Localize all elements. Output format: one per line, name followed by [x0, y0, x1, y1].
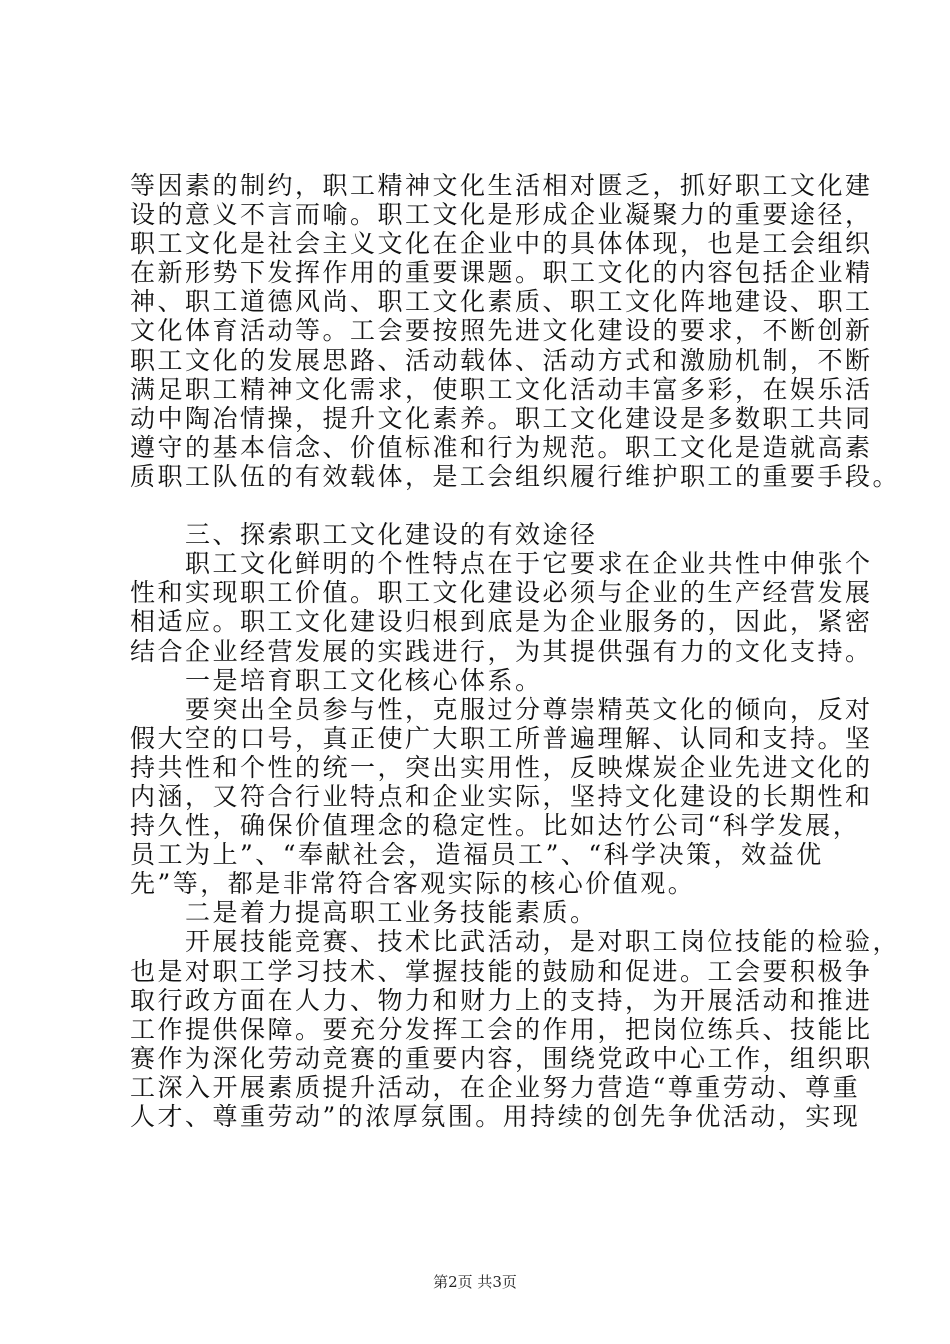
- page-footer: 第2页 共3页: [433, 1273, 517, 1291]
- text-line: 等因素的制约，职工精神文化生活相对匮乏，抓好职工文化建: [130, 171, 873, 200]
- text-line: 一是培育职工文化核心体系。: [130, 665, 543, 695]
- text-line: 设的意义不言而喻。职工文化是形成企业凝聚力的重要途径，: [130, 200, 873, 230]
- paragraph-spacer: [130, 491, 838, 520]
- text-line: 动中陶冶情操，提升文化素养。职工文化建设是多数职工共同: [130, 403, 873, 433]
- paragraph-continued: [130, 171, 901, 491]
- paragraph: [130, 927, 901, 1131]
- text-line: 持共性和个性的统一，突出实用性，反映煤炭企业先进文化的: [130, 752, 873, 782]
- text-line: 质职工队伍的有效载体，是工会组织履行维护职工的重要手段。: [130, 461, 901, 491]
- text-line: 三、探索职工文化建设的有效途径: [130, 520, 598, 550]
- text-line: 先”等，都是非常符合客观实际的核心价值观。: [130, 869, 696, 899]
- text-line: 在新形势下发挥作用的重要课题。职工文化的内容包括企业精: [130, 258, 873, 288]
- text-line: 相适应。职工文化建设归根到底是为企业服务的，因此，紧密: [130, 607, 873, 637]
- text-line: 要突出全员参与性，克服过分尊崇精英文化的倾向，反对: [130, 694, 873, 724]
- paragraph: [130, 694, 873, 899]
- paragraph: [130, 549, 873, 666]
- text-line: 工作提供保障。要充分发挥工会的作用，把岗位练兵、技能比: [130, 1014, 873, 1044]
- text-line: 文化体育活动等。工会要按照先进文化建设的要求，不断创新: [130, 316, 873, 346]
- text-line: 员工为上”、“奉献社会，造福员工”、“科学决策，效益优: [130, 840, 824, 870]
- text-line: 满足职工精神文化需求，使职工文化活动丰富多彩，在娱乐活: [130, 374, 873, 404]
- text-line: 结合企业经营发展的实践进行，为其提供强有力的文化支持。: [130, 636, 873, 666]
- text-line: 二是着力提高职工业务技能素质。: [130, 898, 598, 928]
- text-line: 持久性，确保价值理念的稳定性。比如达竹公司“科学发展，: [130, 811, 861, 841]
- text-line: 人才、尊重劳动”的浓厚氛围。用持续的创先争优活动，实现: [130, 1102, 861, 1131]
- text-line: 开展技能竞赛、技术比武活动，是对职工岗位技能的检验，: [130, 927, 901, 957]
- text-line: 神、职工道德风尚、职工文化素质、职工文化阵地建设、职工: [130, 287, 873, 317]
- text-line: 职工文化鲜明的个性特点在于它要求在企业共性中伸张个: [130, 549, 873, 579]
- text-line: 内涵，又符合行业特点和企业实际，坚持文化建设的长期性和: [130, 781, 873, 811]
- subheading: [130, 666, 838, 695]
- text-line: 工深入开展素质提升活动，在企业努力营造“尊重劳动、尊重: [130, 1072, 861, 1102]
- text-line: 性和实现职工价值。职工文化建设必须与企业的生产经营发展: [130, 578, 873, 608]
- text-line: 职工文化的发展思路、活动载体、活动方式和激励机制，不断: [130, 345, 873, 375]
- section-heading: [130, 520, 838, 549]
- text-line: 也是对职工学习技术、掌握技能的鼓励和促进。工会要积极争: [130, 956, 873, 986]
- text-line: 遵守的基本信念、价值标准和行为规范。职工文化是造就高素: [130, 432, 873, 462]
- text-line: 职工文化是社会主义文化在企业中的具体体现，也是工会组织: [130, 229, 873, 259]
- document-body: [130, 171, 901, 1131]
- text-line: 假大空的口号，真正使广大职工所普遍理解、认同和支持。坚: [130, 723, 873, 753]
- text-line: 赛作为深化劳动竞赛的重要内容，围绕党政中心工作，组织职: [130, 1043, 873, 1073]
- subheading: [130, 898, 838, 927]
- text-line: 取行政方面在人力、物力和财力上的支持，为开展活动和推进: [130, 985, 873, 1015]
